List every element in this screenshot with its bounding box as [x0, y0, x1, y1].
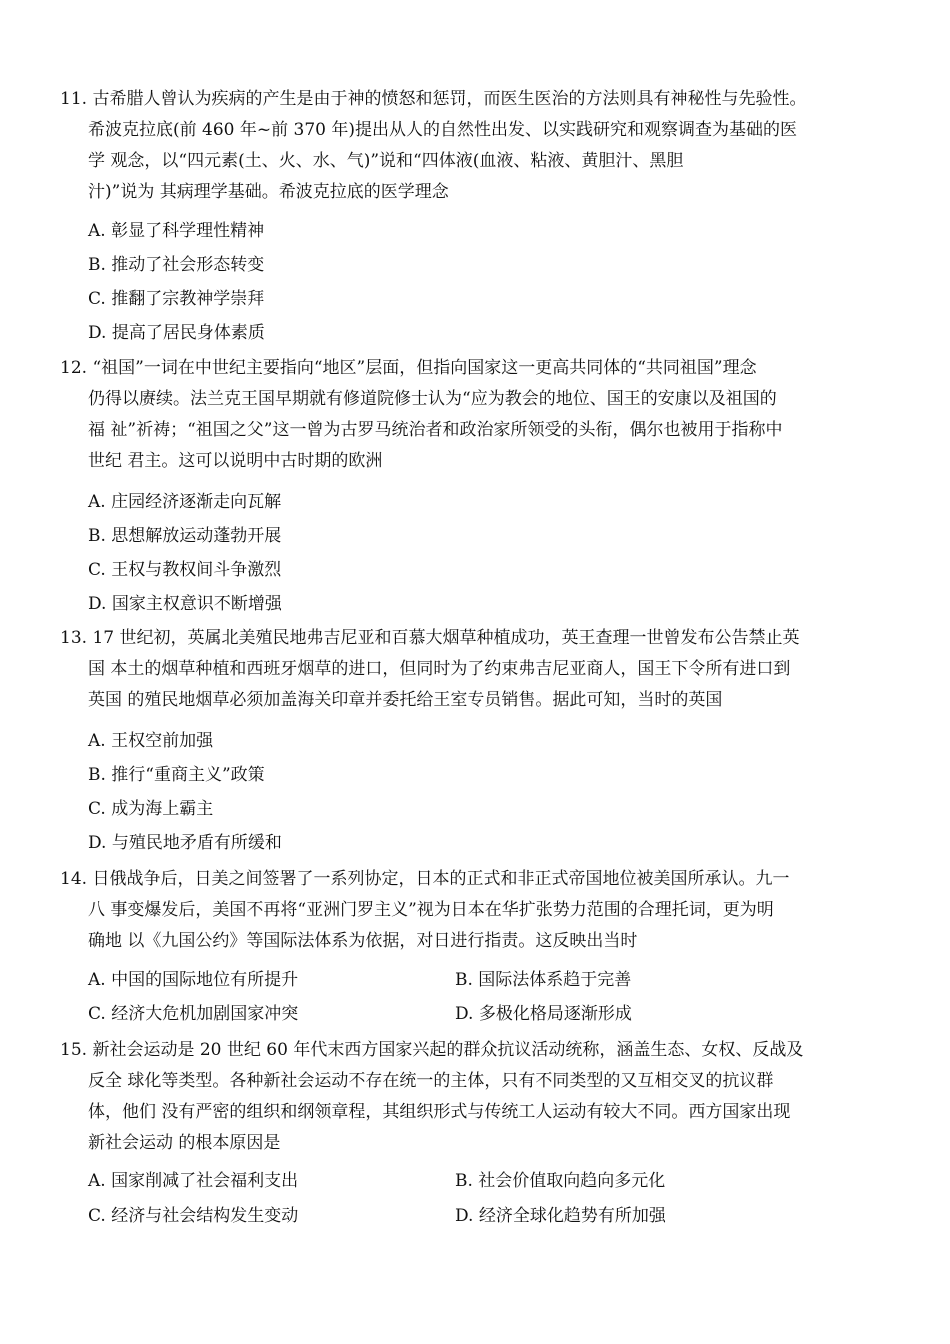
- question-stem-line: 确地 以《九国公约》等国际法体系为依据，对日进行指责。这反映出当时: [88, 931, 638, 951]
- question-stem-line: 八 事变爆发后，美国不再将“亚洲门罗主义”视为日本在华扩张势力范围的合理托词，更为明: [88, 900, 774, 920]
- option-b[interactable]: B. 推动了社会形态转变: [88, 255, 265, 275]
- option-a[interactable]: A. 庄园经济逐渐走向瓦解: [88, 492, 282, 512]
- question-stem-line: 学 观念，以“四元素(土、火、水、气)”说和“四体液(血液、粘液、黄胆汁、黑胆: [88, 151, 684, 171]
- option-d[interactable]: D. 提高了居民身体素质: [88, 323, 265, 343]
- question-stem-line: 仍得以赓续。法兰克王国早期就有修道院修士认为“应为教会的地位、国王的安康以及祖国的: [88, 389, 777, 409]
- option-c[interactable]: C. 王权与教权间斗争激烈: [88, 560, 282, 580]
- question-stem-line: 新社会运动 的根本原因是: [88, 1133, 281, 1153]
- option-d[interactable]: D. 经济全球化趋势有所加强: [455, 1206, 666, 1226]
- question-stem-line: 英国 的殖民地烟草必须加盖海关印章并委托给王室专员销售。据此可知，当时的英国: [88, 690, 723, 710]
- option-c[interactable]: C. 推翻了宗教神学崇拜: [88, 289, 265, 309]
- option-b[interactable]: B. 推行“重商主义”政策: [88, 765, 265, 785]
- question-stem-line: 国 本土的烟草种植和西班牙烟草的进口，但同时为了约束弗吉尼亚商人，国王下令所有进口到: [88, 659, 791, 679]
- option-a[interactable]: A. 彰显了科学理性精神: [88, 221, 265, 241]
- question-stem-line: 15. 新社会运动是 20 世纪 60 年代末西方国家兴起的群众抗议活动统称，涵盖生态、女权、反战及: [60, 1040, 804, 1060]
- option-b[interactable]: B. 社会价值取向趋向多元化: [455, 1171, 666, 1191]
- question-stem-line: 12. “祖国”一词在中世纪主要指向“地区”层面，但指向国家这一更高共同体的“共同祖国”理念: [60, 358, 757, 378]
- option-a[interactable]: A. 王权空前加强: [88, 731, 214, 751]
- option-b[interactable]: B. 国际法体系趋于完善: [455, 970, 632, 990]
- question-stem-line: 13. 17 世纪初，英属北美殖民地弗吉尼亚和百慕大烟草种植成功，英王查理一世曾发布公告禁止英: [60, 628, 800, 648]
- option-c[interactable]: C. 经济与社会结构发生变动: [88, 1206, 299, 1226]
- question-stem-line: 世纪 君主。这可以说明中古时期的欧洲: [88, 451, 383, 471]
- option-d[interactable]: D. 多极化格局逐渐形成: [455, 1004, 632, 1024]
- option-c[interactable]: C. 经济大危机加剧国家冲突: [88, 1004, 299, 1024]
- question-stem-line: 11. 古希腊人曾认为疾病的产生是由于神的愤怒和惩罚，而医生医治的方法则具有神秘性与先验性。: [60, 89, 807, 109]
- option-b[interactable]: B. 思想解放运动蓬勃开展: [88, 526, 282, 546]
- option-d[interactable]: D. 与殖民地矛盾有所缓和: [88, 833, 282, 853]
- question-stem-line: 希波克拉底(前 460 年~前 370 年)提出从人的自然性出发、以实践研究和观察调查为基础的医: [88, 120, 798, 140]
- option-d[interactable]: D. 国家主权意识不断增强: [88, 594, 282, 614]
- option-a[interactable]: A. 国家削减了社会福利支出: [88, 1171, 299, 1191]
- question-stem-line: 体，他们 没有严密的组织和纲领章程，其组织形式与传统工人运动有较大不同。西方国家出现: [88, 1102, 791, 1122]
- question-stem-line: 14. 日俄战争后，日美之间签署了一系列协定，日本的正式和非正式帝国地位被美国所承认。九一: [60, 869, 790, 889]
- question-stem-line: 福 祉”祈祷；“祖国之父”这一曾为古罗马统治者和政治家所领受的头衔，偶尔也被用于指称中: [88, 420, 783, 440]
- question-stem-line: 汁)”说为 其病理学基础。希波克拉底的医学理念: [88, 182, 449, 202]
- option-a[interactable]: A. 中国的国际地位有所提升: [88, 970, 299, 990]
- option-c[interactable]: C. 成为海上霸主: [88, 799, 214, 819]
- question-stem-line: 反全 球化等类型。各种新社会运动不存在统一的主体，只有不同类型的又互相交叉的抗议群: [88, 1071, 774, 1091]
